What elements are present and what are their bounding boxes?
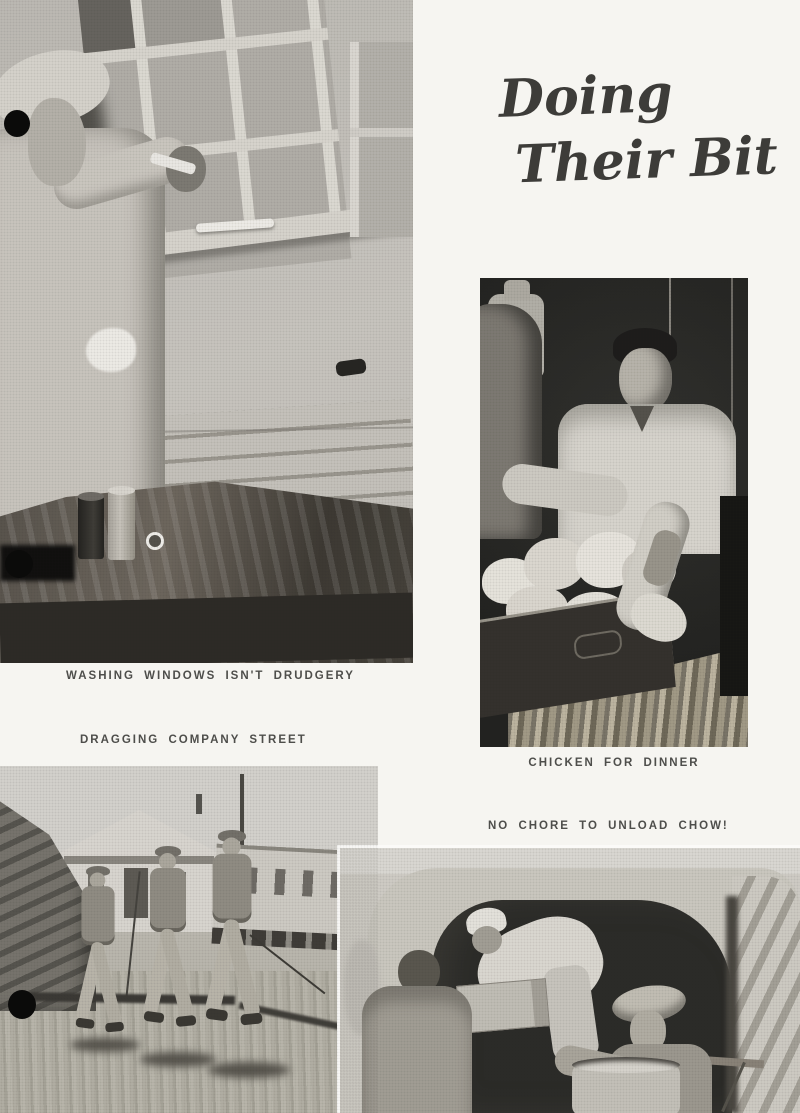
hanging-cord — [669, 278, 671, 340]
light-can — [108, 490, 135, 560]
cook-face — [619, 348, 672, 412]
photo-unload-chow-frame — [337, 845, 800, 1113]
photo-unload-chow — [340, 848, 800, 1113]
photo-washing-windows — [0, 0, 413, 663]
soldier-torso — [213, 854, 252, 923]
dark-edge-figure — [720, 496, 748, 696]
worker-face — [28, 98, 86, 186]
punch-hole — [4, 110, 30, 137]
soldier-torso — [150, 868, 186, 932]
soldier-shadow — [208, 1062, 290, 1078]
wall-latch — [335, 358, 367, 377]
caption-washing-windows: WASHING WINDOWS ISN'T DRUDGERY — [66, 670, 355, 682]
page-title-line1: Doing — [497, 62, 674, 130]
roof-vent — [196, 794, 202, 814]
page-title — [498, 57, 782, 199]
white-rag — [86, 328, 136, 372]
work-table-front — [0, 593, 413, 663]
photo-chicken-dinner — [480, 278, 748, 747]
soldier-figure — [80, 866, 117, 1050]
second-window — [350, 42, 413, 237]
second-window-rail — [350, 128, 413, 137]
caption-dragging-street: DRAGGING COMPANY STREET — [80, 734, 307, 746]
tray-handle — [573, 629, 623, 660]
canvas-folds — [732, 876, 800, 1113]
cook-collar — [630, 406, 654, 432]
soldier-figure — [148, 846, 188, 1046]
dark-can — [78, 496, 104, 559]
page-title-line2: Their Bit — [514, 125, 779, 196]
caption-chicken-dinner: CHICKEN FOR DINNER — [528, 757, 700, 769]
eave-shadow — [64, 856, 214, 864]
soldier-shadow — [140, 1052, 216, 1067]
photo-dragging-street — [0, 766, 378, 1113]
punch-hole — [5, 550, 33, 578]
caption-unload-chow: NO CHORE TO UNLOAD CHOW! — [488, 820, 729, 832]
chow-pot — [572, 1064, 680, 1113]
white-ring-mark — [146, 532, 164, 550]
punch-hole — [8, 990, 36, 1019]
soldier-figure — [210, 830, 253, 1046]
loader-head — [472, 926, 502, 954]
back-man-shoulders — [362, 986, 472, 1113]
soldier-torso — [81, 886, 114, 945]
